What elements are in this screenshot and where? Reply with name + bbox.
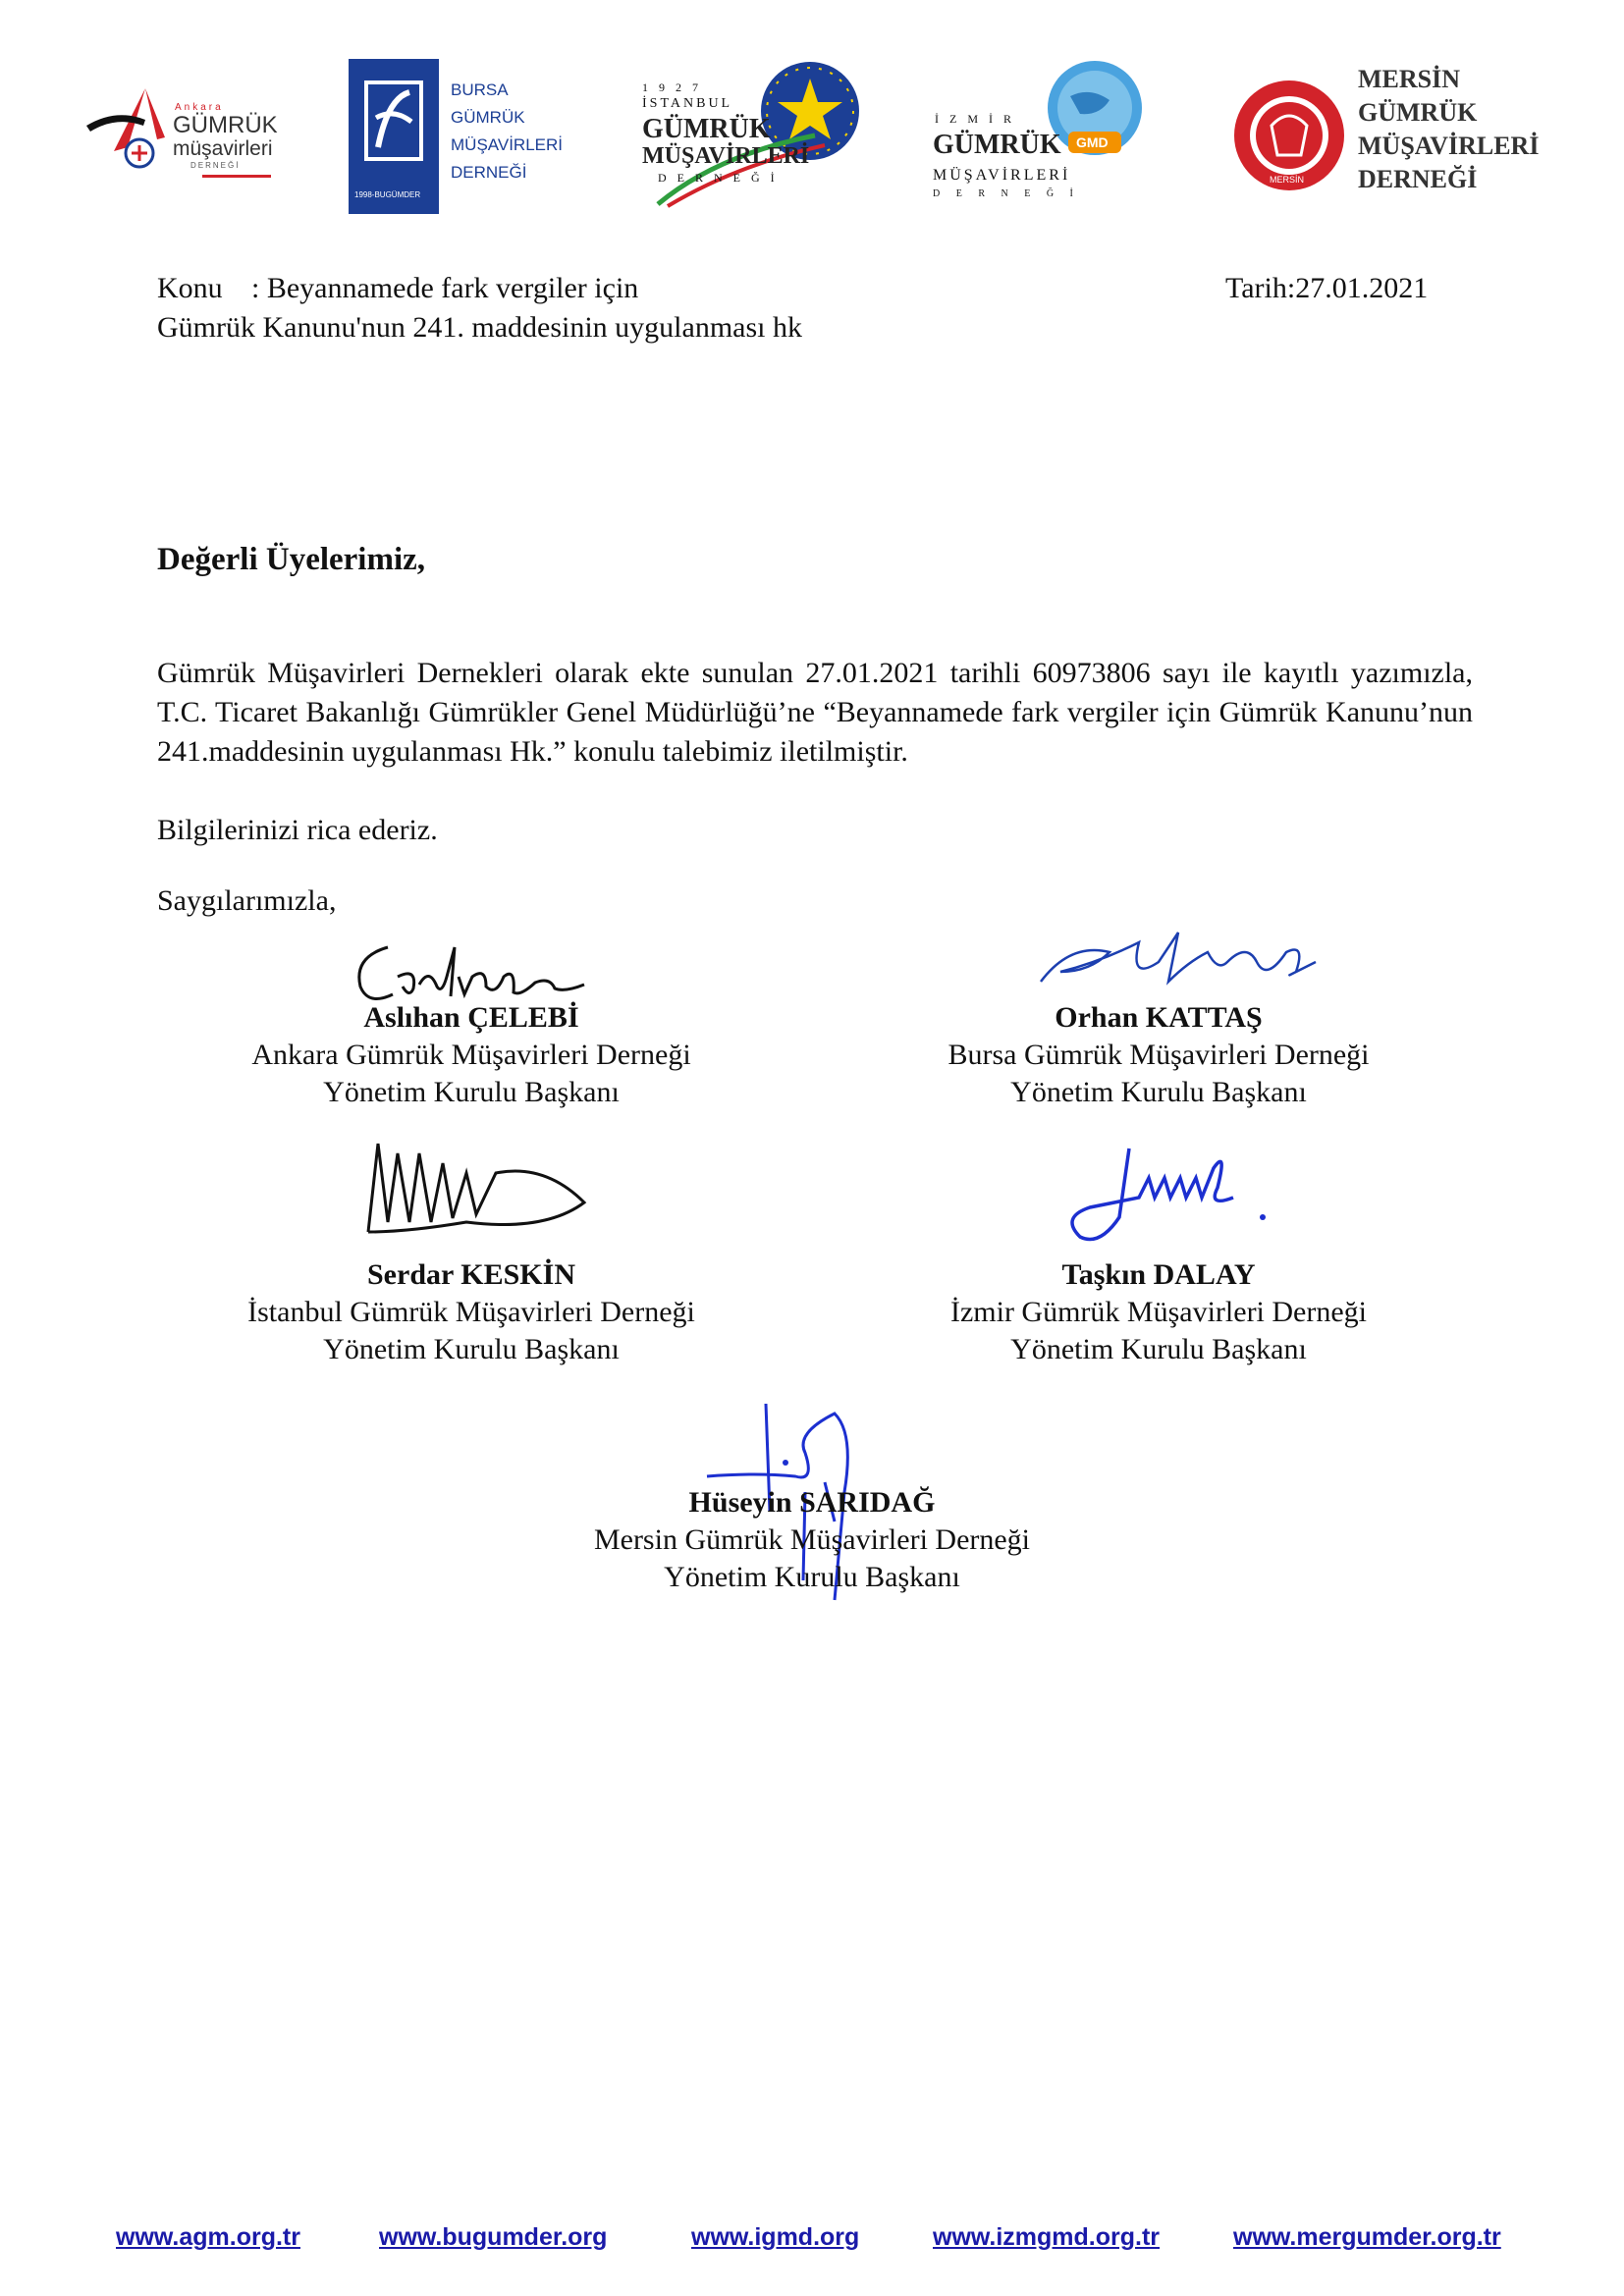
izmir-logo-line2: MÜŞAVİRLERİ — [933, 167, 1071, 184]
subject-line2: Gümrük Kanunu'nun 241. maddesinin uygulanması hk — [157, 311, 802, 344]
istanbul-logo-city: İSTANBUL — [642, 96, 733, 111]
izmir-logo-badge: GMD — [1076, 134, 1109, 150]
mersin-logo-line4: DERNEĞİ — [1358, 165, 1478, 193]
ankara-logo-line1: Ankara — [175, 102, 224, 113]
ankara-association-logo — [86, 69, 283, 187]
subject-label: Konu — [157, 272, 223, 304]
signatory-5-name: Hüseyin SARIDAĞ — [688, 1486, 936, 1519]
mersin-association-logo — [1232, 57, 1540, 224]
mersin-logo-seal — [1232, 57, 1350, 214]
footer-link-izmgmd[interactable]: www.izmgmd.org.tr — [933, 2223, 1161, 2251]
istanbul-logo-line3: D E R N E Ğ İ — [658, 171, 779, 185]
signatory-2-org: Bursa Gümrük Müşavirleri Derneği — [947, 1039, 1370, 1071]
ankara-logo-underline — [202, 175, 271, 178]
ankara-logo-line2: GÜMRÜK — [173, 112, 278, 138]
signatory-5-title: Yönetim Kurulu Başkanı — [664, 1561, 960, 1593]
bursa-logo-mark — [349, 59, 439, 187]
signature-kattas — [1031, 923, 1326, 1001]
signatory-3-title: Yönetim Kurulu Başkanı — [323, 1333, 620, 1365]
signatory-4-name: Taşkın DALAY — [1061, 1258, 1256, 1291]
footer-link-bugumder[interactable]: www.bugumder.org — [379, 2223, 608, 2251]
mersin-logo-line1: MERSİN — [1358, 65, 1461, 93]
closing: Saygılarımızla, — [157, 884, 337, 917]
bursa-logo-box — [349, 59, 439, 214]
signatory-3-org: İstanbul Gümrük Müşavirleri Derneği — [247, 1296, 695, 1328]
signatory-5-org: Mersin Gümrük Müşavirleri Derneği — [593, 1523, 1031, 1556]
bursa-logo-line4: DERNEĞİ — [451, 163, 527, 182]
subject-line1: : Beyannamede fark vergiler için — [251, 272, 639, 304]
signatory-1-name: Aslıhan ÇELEBİ — [363, 1001, 579, 1034]
istanbul-logo-year: 1 9 2 7 — [642, 80, 702, 94]
istanbul-logo-line1: GÜMRÜK — [642, 114, 771, 144]
signatory-3-name: Serdar KESKİN — [367, 1258, 575, 1291]
document-date: Tarih:27.01.2021 — [1225, 272, 1429, 304]
bursa-association-logo — [349, 59, 565, 216]
istanbul-logo-line2: MÜŞAVİRLERİ — [642, 143, 810, 169]
ankara-logo-line4: DERNEĞİ — [190, 161, 241, 170]
signatory-1-title: Yönetim Kurulu Başkanı — [323, 1076, 620, 1108]
bursa-logo-year: 1998-BUGÜMDER — [354, 190, 421, 199]
bursa-logo-line1: BURSA — [451, 80, 509, 99]
footer-link-agm[interactable]: www.agm.org.tr — [116, 2223, 300, 2251]
mersin-logo-line3: MÜŞAVİRLERİ — [1358, 132, 1540, 160]
izmir-logo-city: İ Z M İ R — [935, 112, 1015, 126]
signature-dalay — [1060, 1139, 1286, 1256]
izmir-logo-line1: GÜMRÜK — [933, 130, 1061, 160]
signatory-4-org: İzmir Gümrük Müşavirleri Derneği — [949, 1296, 1368, 1328]
signature-keskin — [349, 1124, 604, 1242]
izmir-association-logo — [933, 57, 1159, 214]
body-paragraph-1: Gümrük Müşavirleri Dernekleri olarak ekte sunulan 27.01.2021 tarihli 60973806 sayı ile kayıtlı yazımızla, T.C. Ticaret Bakanlığı Gümrükler Genel Müdürlüğü’ne “Beyannamede fark vergiler için Gümrük Kanunu’nun 241.maddesinin uygulanması Hk.” konulu talebimiz iletilmiştir. — [157, 657, 1473, 768]
footer-link-mergumder[interactable]: www.mergumder.org.tr — [1233, 2223, 1501, 2251]
mersin-logo-line2: GÜMRÜK — [1358, 98, 1478, 127]
body-paragraph-2: Bilgilerinizi rica ederiz. — [157, 814, 438, 846]
signatory-4-title: Yönetim Kurulu Başkanı — [1010, 1333, 1307, 1365]
signatory-2-title: Yönetim Kurulu Başkanı — [1010, 1076, 1307, 1108]
bursa-logo-line2: GÜMRÜK — [451, 108, 525, 127]
salutation: Değerli Üyelerimiz, — [157, 542, 426, 577]
signatory-1-org: Ankara Gümrük Müşavirleri Derneği — [251, 1039, 691, 1071]
bursa-logo-line3: MÜŞAVİRLERİ — [451, 135, 563, 154]
footer-link-igmd[interactable]: www.igmd.org — [691, 2223, 860, 2251]
mersin-logo-ring: MERSİN — [1270, 175, 1305, 185]
istanbul-association-logo — [638, 57, 864, 214]
ankara-logo-line3: müşavirleri — [173, 137, 273, 160]
signatory-2-name: Orhan KATTAŞ — [1055, 1001, 1263, 1034]
izmir-logo-line3: D E R N E Ğ İ — [933, 188, 1080, 199]
